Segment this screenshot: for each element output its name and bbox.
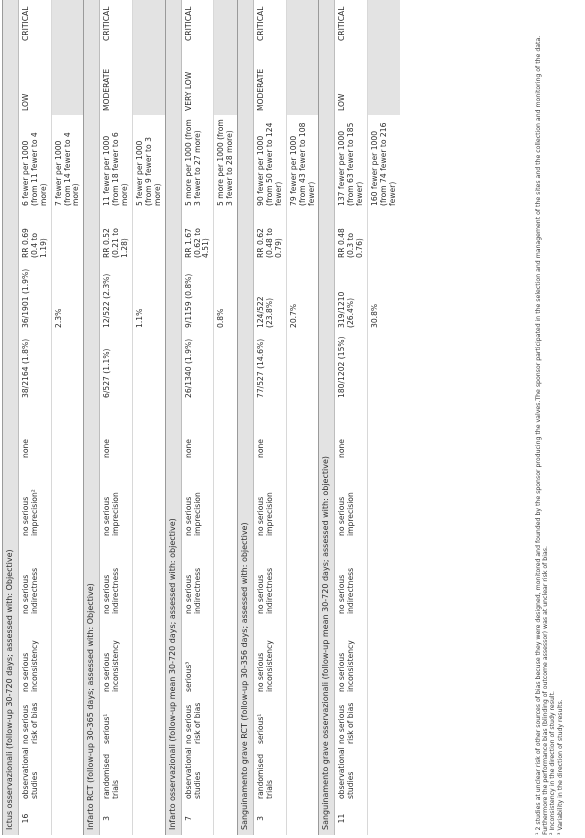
- control-baseline-risk: 2.3%: [51, 262, 84, 332]
- outcome-row: [335, 0, 368, 835]
- inconsistency: no serious inconsistency: [335, 618, 368, 696]
- importance-rating: CRITICAL: [254, 0, 287, 45]
- quality-rating: VERY LOW: [181, 45, 214, 115]
- section-title: Infarto RCT (follow-up 30-365 days; assessed with: Objective): [84, 0, 100, 835]
- outcome-row: [100, 0, 133, 835]
- importance-rating: CRITICAL: [335, 0, 368, 45]
- empty-cell: [286, 45, 319, 115]
- empty-cell: [132, 462, 165, 540]
- empty-cell: [214, 402, 238, 462]
- absolute-effect-baseline: 7 fewer per 1000 (from 14 fewer to 4 more): [51, 115, 84, 210]
- control-events: 124/522 (23.8%): [254, 262, 287, 332]
- empty-cell: [132, 210, 165, 262]
- empty-cell: [286, 540, 319, 618]
- empty-cell: [132, 540, 165, 618]
- control-events: 12/522 (2.3%): [100, 262, 133, 332]
- empty-cell: [51, 0, 84, 45]
- section-header-row: [84, 0, 100, 835]
- relative-effect: RR 0.69 (0.4 to 1.19): [18, 210, 51, 262]
- empty-cell: [51, 402, 84, 462]
- empty-cell: [51, 618, 84, 696]
- risk-of-bias: serious¹: [100, 696, 133, 748]
- empty-cell: [132, 0, 165, 45]
- studies-count: 16: [18, 803, 51, 835]
- quality-rating: LOW: [18, 45, 51, 115]
- importance-rating: CRITICAL: [18, 0, 51, 45]
- risk-of-bias: no serious risk of bias: [335, 696, 368, 748]
- outcome-subrow: [132, 0, 165, 835]
- empty-cell: [51, 462, 84, 540]
- intervention-events: 180/1202 (15%): [335, 332, 368, 402]
- intervention-events: 6/527 (1.1%): [100, 332, 133, 402]
- studies-count: 3: [254, 803, 287, 835]
- empty-cell: [214, 210, 238, 262]
- empty-cell: [51, 45, 84, 115]
- section-header-row: [3, 0, 19, 835]
- other-considerations: none: [181, 402, 214, 462]
- section-title: Sanguinamento grave osservazionali (follow-up mean 30-720 days; assessed with: objective): [319, 0, 335, 835]
- other-considerations: none: [100, 402, 133, 462]
- relative-effect: RR 0.48 (0.3 to 0.76): [335, 210, 368, 262]
- footnote-3: ³ Variability in the direction of study results.: [556, 699, 564, 835]
- relative-effect: RR 0.52 (0.21 to 1.28): [100, 210, 133, 262]
- empty-cell: [51, 210, 84, 262]
- empty-cell: [214, 45, 238, 115]
- empty-cell: [132, 45, 165, 115]
- intervention-events: 26/1340 (1.9%): [181, 332, 214, 402]
- imprecision: no serious imprecision²: [18, 462, 51, 540]
- empty-cell: [286, 462, 319, 540]
- empty-cell: [214, 0, 238, 45]
- empty-cell: [368, 696, 400, 748]
- absolute-effect: 11 fewer per 1000 (from 18 fewer to 6 more): [100, 115, 133, 210]
- section-header-row: [165, 0, 181, 835]
- inconsistency: serious³: [181, 618, 214, 696]
- risk-of-bias: serious¹: [254, 696, 287, 748]
- empty-cell: [368, 332, 400, 402]
- empty-cell: [132, 618, 165, 696]
- empty-cell: [132, 803, 165, 835]
- study-design: randomised trials: [254, 748, 287, 803]
- empty-cell: [214, 332, 238, 402]
- section-title: Infarto osservazionali (follow-up mean 30-720 days; assessed with: objective): [165, 0, 181, 835]
- empty-cell: [286, 210, 319, 262]
- quality-rating: MODERATE: [254, 45, 287, 115]
- risk-of-bias: no serious risk of bias: [181, 696, 214, 748]
- grade-evidence-table: [2, 0, 400, 835]
- empty-cell: [368, 0, 400, 45]
- section-title: Sanguinamento grave RCT (follow-up 30-356 days; assessed with: objective): [238, 0, 254, 835]
- empty-cell: [286, 332, 319, 402]
- empty-cell: [51, 540, 84, 618]
- study-design: observational studies: [181, 748, 214, 803]
- outcome-row: [18, 0, 51, 835]
- imprecision: no serious imprecision: [335, 462, 368, 540]
- relative-effect: RR 1.67 (0.62 to 4.51): [181, 210, 214, 262]
- absolute-effect: 90 fewer per 1000 (from 50 fewer to 124 fewer): [254, 115, 287, 210]
- empty-cell: [132, 748, 165, 803]
- footnote-2: ² Inconsistency in the direction of study result.: [549, 691, 557, 835]
- empty-cell: [214, 540, 238, 618]
- empty-cell: [51, 748, 84, 803]
- indirectness: no serious indirectness: [18, 540, 51, 618]
- imprecision: no serious imprecision: [100, 462, 133, 540]
- empty-cell: [214, 618, 238, 696]
- outcome-subrow: [368, 0, 400, 835]
- studies-count: 3: [100, 803, 133, 835]
- section-title: Ictus osservazionali (follow-up 30-720 days; assessed with: Objective): [3, 0, 19, 835]
- empty-cell: [132, 696, 165, 748]
- outcome-subrow: [214, 0, 238, 835]
- empty-cell: [368, 748, 400, 803]
- inconsistency: no serious inconsistency: [254, 618, 287, 696]
- empty-cell: [132, 332, 165, 402]
- inconsistency: no serious inconsistency: [100, 618, 133, 696]
- empty-cell: [368, 45, 400, 115]
- empty-cell: [51, 803, 84, 835]
- risk-of-bias: no serious risk of bias: [18, 696, 51, 748]
- indirectness: no serious indirectness: [335, 540, 368, 618]
- outcome-subrow: [286, 0, 319, 835]
- absolute-effect-baseline: 160 fewer per 1000 (from 74 fewer to 216 fewer): [368, 115, 400, 210]
- other-considerations: none: [254, 402, 287, 462]
- other-considerations: none: [335, 402, 368, 462]
- empty-cell: [214, 462, 238, 540]
- empty-cell: [51, 696, 84, 748]
- empty-cell: [368, 462, 400, 540]
- empty-cell: [286, 0, 319, 45]
- importance-rating: CRITICAL: [100, 0, 133, 45]
- indirectness: no serious indirectness: [100, 540, 133, 618]
- control-baseline-risk: 20.7%: [286, 262, 319, 332]
- control-baseline-risk: 1.1%: [132, 262, 165, 332]
- control-events: 36/1901 (1.9%): [18, 262, 51, 332]
- absolute-effect: 137 fewer per 1000 (from 63 fewer to 185 fewer): [335, 115, 368, 210]
- study-design: randomised trials: [100, 748, 133, 803]
- quality-rating: MODERATE: [100, 45, 133, 115]
- footnotes: [535, 5, 564, 835]
- absolute-effect: 6 fewer per 1000 (from 11 fewer to 4 more): [18, 115, 51, 210]
- empty-cell: [368, 618, 400, 696]
- empty-cell: [286, 696, 319, 748]
- quality-rating: LOW: [335, 45, 368, 115]
- study-design: observational studies: [335, 748, 368, 803]
- empty-cell: [368, 803, 400, 835]
- control-baseline-risk: 0.8%: [214, 262, 238, 332]
- control-events: 9/1159 (0.8%): [181, 262, 214, 332]
- study-design: observational studies: [18, 748, 51, 803]
- section-header-row: [238, 0, 254, 835]
- intervention-events: 77/527 (14.6%): [254, 332, 287, 402]
- imprecision: no serious imprecision: [254, 462, 287, 540]
- other-considerations: none: [18, 402, 51, 462]
- empty-cell: [368, 540, 400, 618]
- empty-cell: [51, 332, 84, 402]
- empty-cell: [214, 748, 238, 803]
- empty-cell: [214, 803, 238, 835]
- absolute-effect-baseline: 5 more per 1000 (from 3 fewer to 28 more): [214, 115, 238, 210]
- outcome-row: [254, 0, 287, 835]
- empty-cell: [132, 402, 165, 462]
- empty-cell: [286, 748, 319, 803]
- empty-cell: [286, 618, 319, 696]
- intervention-events: 38/2164 (1.8%): [18, 332, 51, 402]
- studies-count: 11: [335, 803, 368, 835]
- indirectness: no serious indirectness: [254, 540, 287, 618]
- absolute-effect-baseline: 5 fewer per 1000 (from 9 fewer to 3 more): [132, 115, 165, 210]
- empty-cell: [368, 402, 400, 462]
- imprecision: no serious imprecision: [181, 462, 214, 540]
- footnote-1: ¹ 2 studies at unclear risk of other sources of bias becuse they were designed, monitored and founded by the sponsor producing the valves.The sponsor participated in the selection and management of the sites and the collection and monitoring of the data. Furthermore the performance bias (blinding of outcome assessor) was at unclear risk of bias.: [535, 35, 550, 835]
- studies-count: 7: [181, 803, 214, 835]
- relative-effect: RR 0.62 (0.48 to 0.79): [254, 210, 287, 262]
- section-header-row: [319, 0, 335, 835]
- empty-cell: [214, 696, 238, 748]
- inconsistency: no serious inconsistency: [18, 618, 51, 696]
- absolute-effect-baseline: 79 fewer per 1000 (from 43 fewer to 108 fewer): [286, 115, 319, 210]
- control-baseline-risk: 30.8%: [368, 262, 400, 332]
- control-events: 319/1210 (26.4%): [335, 262, 368, 332]
- empty-cell: [368, 210, 400, 262]
- outcome-row: [181, 0, 214, 835]
- indirectness: no serious indirectness: [181, 540, 214, 618]
- importance-rating: CRITICAL: [181, 0, 214, 45]
- absolute-effect: 5 more per 1000 (from 3 fewer to 27 more): [181, 115, 214, 210]
- empty-cell: [286, 402, 319, 462]
- outcome-subrow: [51, 0, 84, 835]
- empty-cell: [286, 803, 319, 835]
